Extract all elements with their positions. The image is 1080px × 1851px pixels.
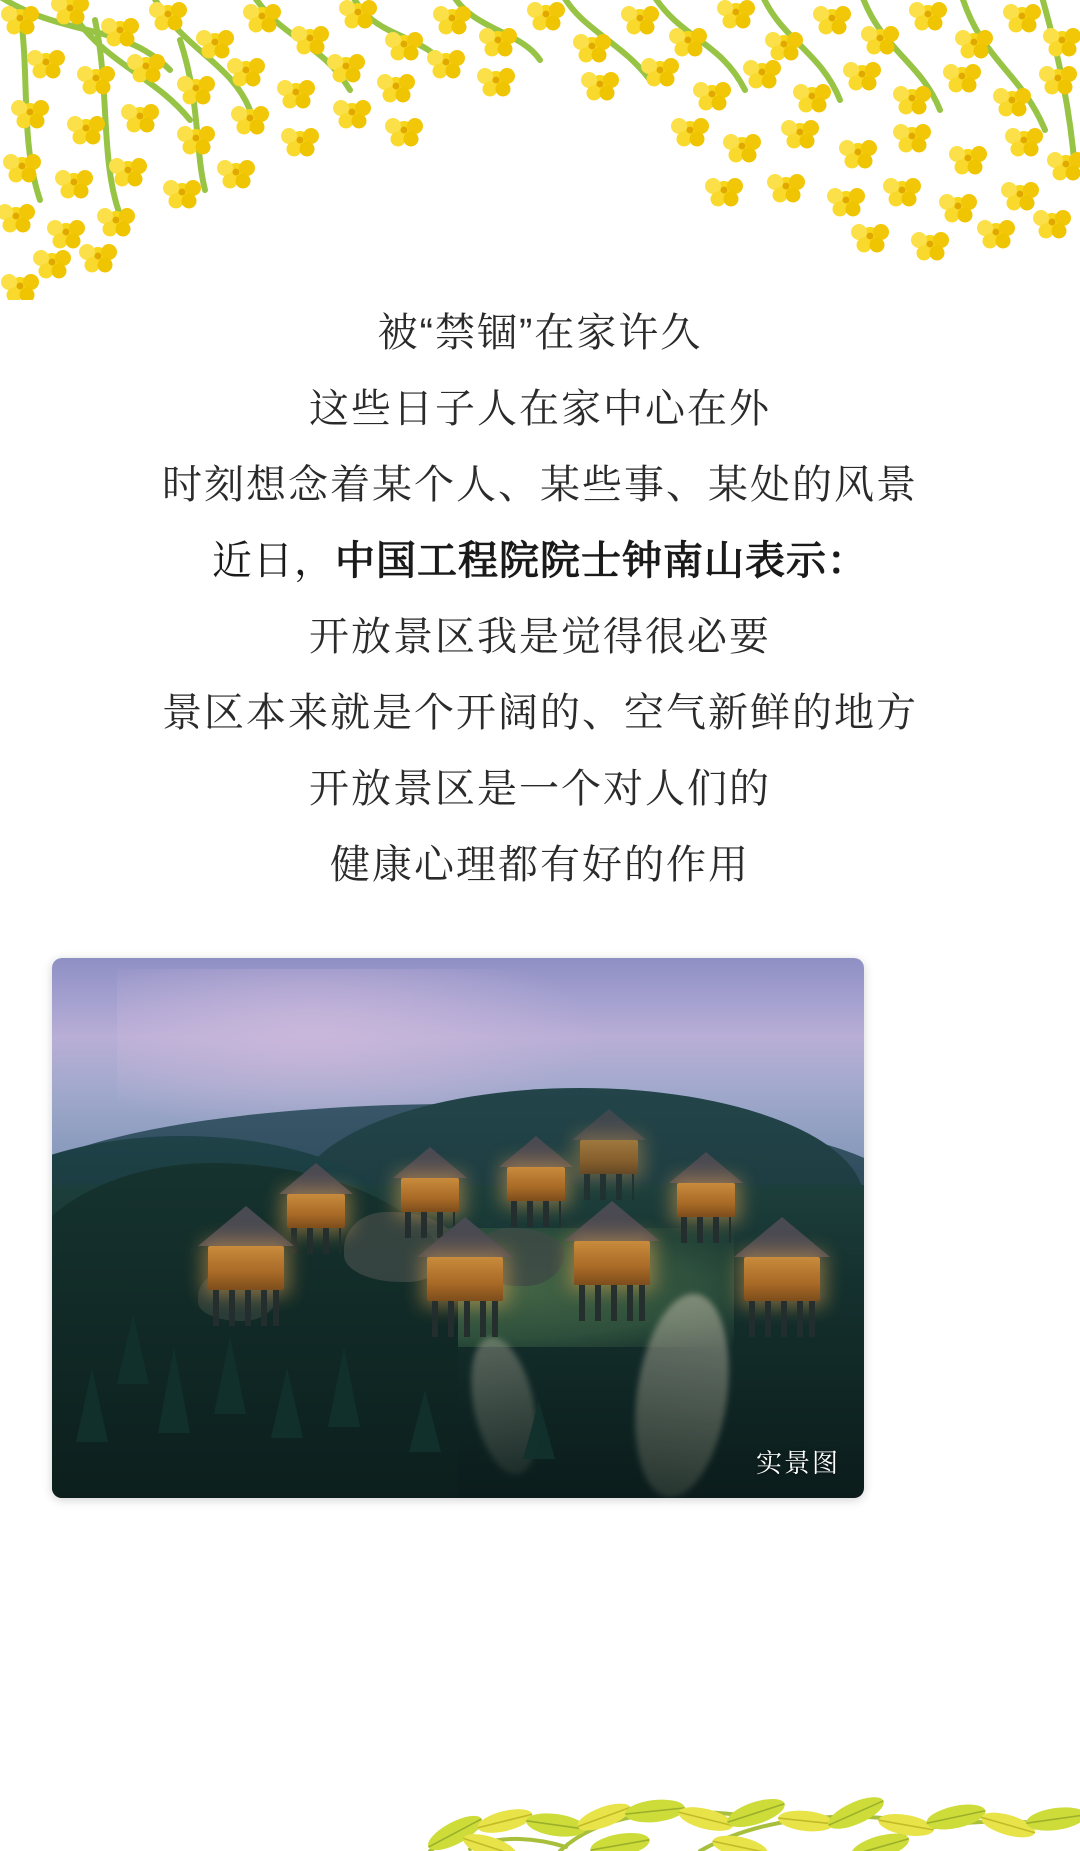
- villa-body: [427, 1257, 503, 1301]
- villa-body: [677, 1183, 735, 1217]
- bottom-leaf-svg: [0, 1721, 1080, 1851]
- conifer-7: [409, 1390, 441, 1452]
- poster-line-6: 景区本来就是个开阔的、空气新鲜的地方: [162, 691, 918, 735]
- villa-body: [208, 1246, 284, 1290]
- poster-line-2: 这些日子人在家中心在外: [309, 387, 771, 431]
- mountain-resort-villas-photo: [52, 958, 864, 1498]
- poster-line-7: 开放景区是一个对人们的: [309, 767, 771, 811]
- villa-body: [287, 1194, 345, 1228]
- villa-roof: [572, 1109, 646, 1140]
- villa-back-3: [499, 1136, 573, 1227]
- villa-roof: [499, 1136, 573, 1167]
- conifer-3: [214, 1336, 246, 1414]
- villa-roof: [417, 1217, 513, 1257]
- villa-front-4: [734, 1217, 830, 1337]
- villa-roof: [669, 1152, 743, 1183]
- villa-stilts: [584, 1174, 634, 1200]
- villa-front-5: [669, 1152, 743, 1243]
- conifer-5: [328, 1347, 360, 1427]
- villa-body: [580, 1140, 638, 1174]
- conifer-6: [76, 1368, 108, 1442]
- villa-stilts: [213, 1290, 279, 1326]
- villa-body: [507, 1167, 565, 1201]
- villa-front-3: [564, 1201, 660, 1321]
- villa-roof: [393, 1147, 467, 1178]
- villa-back-4: [572, 1109, 646, 1200]
- villa-stilts: [291, 1228, 341, 1254]
- poster-line-1: 被“禁锢”在家许久: [377, 311, 703, 355]
- conifer-1: [117, 1314, 149, 1384]
- photo-caption: 实景图: [755, 1448, 840, 1478]
- villa-stilts: [749, 1301, 815, 1337]
- poster-line-5: 开放景区我是觉得很必要: [309, 615, 771, 659]
- villa-front-2: [417, 1217, 513, 1337]
- top-flower-svg: [0, 0, 1080, 300]
- villa-stilts: [432, 1301, 498, 1337]
- yellow-leaf-border-bottom: [0, 1721, 1080, 1851]
- villa-roof: [279, 1163, 353, 1194]
- villa-stilts: [511, 1201, 561, 1227]
- poster-line-3: 时刻想念着某个人、某些事、某处的风景: [162, 463, 918, 507]
- villa-body: [744, 1257, 820, 1301]
- villa-roof: [734, 1217, 830, 1257]
- conifer-8: [523, 1401, 555, 1459]
- villa-stilts: [579, 1285, 645, 1321]
- poster-line-8: 健康心理都有好的作用: [330, 843, 750, 887]
- villa-front-1: [198, 1206, 294, 1326]
- conifer-2: [158, 1347, 190, 1433]
- conifer-4: [271, 1368, 303, 1438]
- poster-line-4-strong: 中国工程院院士钟南山表示：: [335, 539, 868, 583]
- villa-stilts: [681, 1217, 731, 1243]
- photo-illustration: [52, 958, 864, 1498]
- yellow-rapeseed-flower-border-top: [0, 0, 1080, 300]
- poster-text-block: [0, 295, 1080, 903]
- villa-body: [401, 1178, 459, 1212]
- villa-roof: [564, 1201, 660, 1241]
- villa-body: [574, 1241, 650, 1285]
- poster-line-4-highlight: [0, 523, 1080, 599]
- villa-roof: [198, 1206, 294, 1246]
- poster-line-4-lead: 近日，: [212, 539, 335, 583]
